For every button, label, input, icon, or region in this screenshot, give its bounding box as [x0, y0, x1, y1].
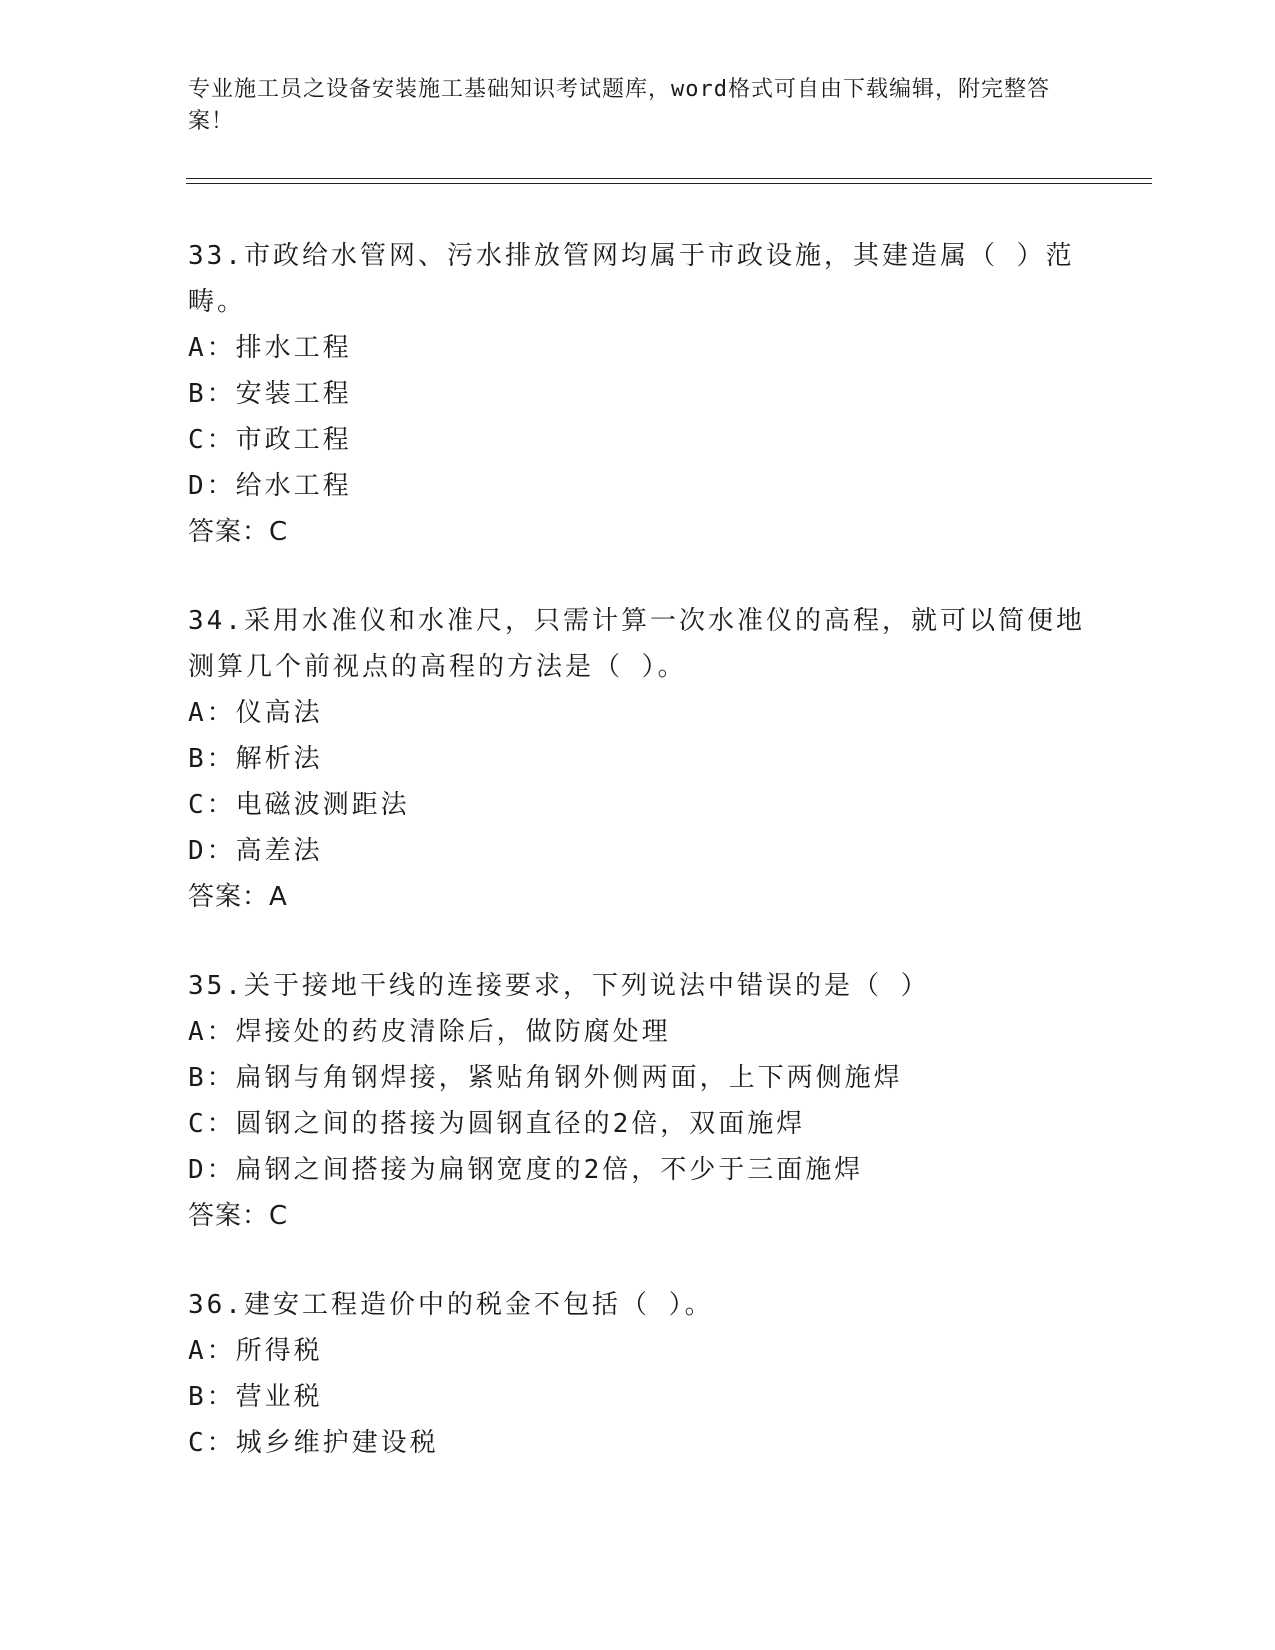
option-a: A：焊接处的药皮清除后，做防腐处理: [188, 1017, 671, 1047]
question-stem: 36.建安工程造价中的税金不包括（ ）。: [188, 1290, 714, 1320]
question-35: [188, 963, 1088, 1239]
option-b: B：扁钢与角钢焊接，紧贴角钢外侧两面，上下两侧施焊: [188, 1063, 903, 1093]
header-divider-top: [186, 178, 1152, 179]
option-d: D：给水工程: [188, 471, 352, 501]
question-stem: 33.市政给水管网、污水排放管网均属于市政设施，其建造属（ ）范畴。: [188, 241, 1075, 317]
option-a: A：所得税: [188, 1336, 323, 1366]
option-c: C：城乡维护建设税: [188, 1428, 439, 1458]
header-divider-bottom: [186, 183, 1152, 184]
document-header: 专业施工员之设备安装施工基础知识考试题库，word格式可自由下载编辑，附完整答案！: [188, 77, 1050, 134]
option-c: C：电磁波测距法: [188, 790, 410, 820]
option-a: A：仪高法: [188, 698, 323, 728]
question-33: [188, 233, 1088, 555]
option-b: B：营业税: [188, 1382, 323, 1412]
option-d: D：高差法: [188, 836, 323, 866]
question-36: [188, 1282, 1088, 1466]
answer-label: 答案：C: [188, 1201, 289, 1231]
answer-label: 答案：C: [188, 517, 289, 547]
option-c: C：市政工程: [188, 425, 352, 455]
option-c: C：圆钢之间的搭接为圆钢直径的2倍，双面施焊: [188, 1109, 806, 1139]
option-d: D：扁钢之间搭接为扁钢宽度的2倍，不少于三面施焊: [188, 1155, 864, 1185]
option-b: B：解析法: [188, 744, 323, 774]
option-a: A：排水工程: [188, 333, 352, 363]
question-stem: 35.关于接地干线的连接要求，下列说法中错误的是（ ）: [188, 971, 930, 1001]
question-34: [188, 598, 1088, 920]
option-b: B：安装工程: [188, 379, 352, 409]
answer-label: 答案：A: [188, 882, 288, 912]
question-stem: 34.采用水准仪和水准尺，只需计算一次水准仪的高程，就可以简便地测算几个前视点的高程的方法是（ ）。: [188, 606, 1085, 682]
